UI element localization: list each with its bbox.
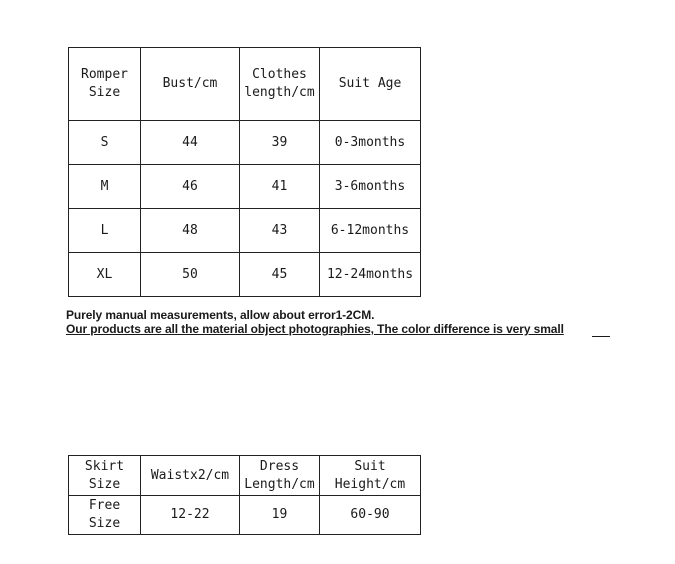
table-cell: M <box>69 165 141 209</box>
table-cell: XL <box>69 253 141 297</box>
table-cell: Free Size <box>69 496 141 535</box>
table-cell: S <box>69 121 141 165</box>
table-row <box>69 209 421 253</box>
table-header-row <box>69 456 421 496</box>
table-cell: 43 <box>240 209 320 253</box>
skirt-size-table <box>68 455 421 535</box>
header-cell-bust: Bust/cm <box>141 48 240 121</box>
table-cell: 60-90 <box>320 496 421 535</box>
measurement-note: Purely manual measurements, allow about error1-2CM. <box>66 308 375 322</box>
table-cell: 12-22 <box>141 496 240 535</box>
table-cell: 0-3months <box>320 121 421 165</box>
table-cell: 19 <box>240 496 320 535</box>
table-cell: 45 <box>240 253 320 297</box>
table-cell: 50 <box>141 253 240 297</box>
table-cell: 48 <box>141 209 240 253</box>
table-cell: L <box>69 209 141 253</box>
table-row <box>69 165 421 209</box>
romper-size-table <box>68 47 421 297</box>
header-cell-waist: Waistx2/cm <box>141 456 240 496</box>
table-cell: 46 <box>141 165 240 209</box>
underline-divider <box>592 336 610 337</box>
table-cell: 6-12months <box>320 209 421 253</box>
header-cell-romper-size: Romper Size <box>69 48 141 121</box>
table-row <box>69 253 421 297</box>
header-cell-suit-height: Suit Height/cm <box>320 456 421 496</box>
table-header-row <box>69 48 421 121</box>
table-cell: 41 <box>240 165 320 209</box>
header-cell-dress-length: Dress Length/cm <box>240 456 320 496</box>
table-row <box>69 121 421 165</box>
table-cell: 3-6months <box>320 165 421 209</box>
table-cell: 39 <box>240 121 320 165</box>
header-cell-clothes-length: Clothes length/cm <box>240 48 320 121</box>
table-row <box>69 496 421 535</box>
table-cell: 12-24months <box>320 253 421 297</box>
color-difference-note: Our products are all the material object photographies, The color difference is very small <box>66 322 564 336</box>
header-cell-suit-age: Suit Age <box>320 48 421 121</box>
table-cell: 44 <box>141 121 240 165</box>
header-cell-skirt-size: Skirt Size <box>69 456 141 496</box>
